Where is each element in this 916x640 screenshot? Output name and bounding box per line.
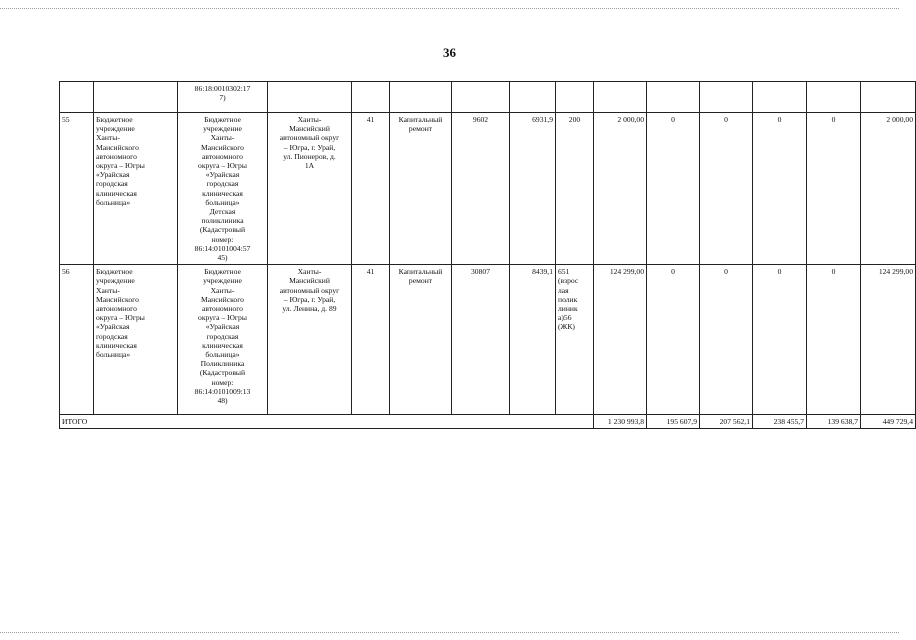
cell-y2: 0 (700, 113, 753, 265)
totals-row (60, 415, 916, 429)
cell-object: 86:18:0010302:17 7) (178, 82, 268, 113)
cell-y1 (647, 82, 700, 113)
cell-last (861, 82, 916, 113)
cell-y4: 0 (807, 265, 861, 415)
totals-y2: 207 562,1 (700, 415, 753, 429)
cell-y1: 0 (647, 113, 700, 265)
cell-object: Бюджетное учреждение Ханты- Мансийского автономного округа – Югры «Урайская городская клиническая больница» Детская поликлиника (Кадастровый номер: 86:14:0101004:57 45) (178, 113, 268, 265)
cell-work-type: Капитальный ремонт (390, 265, 452, 415)
cell-y4 (807, 82, 861, 113)
totals-y4: 139 638,7 (807, 415, 861, 429)
table-row (60, 113, 916, 265)
cell-col9: 651 (взрос лая полик линик а)56 (ЖК) (556, 265, 594, 415)
page-number: 36 (443, 45, 456, 60)
cell-work-type (390, 82, 452, 113)
totals-total: 1 230 993,8 (594, 415, 647, 429)
cell-no (60, 82, 94, 113)
cell-col9: 200 (556, 113, 594, 265)
totals-y3: 238 455,7 (753, 415, 807, 429)
cell-code (352, 82, 390, 113)
cell-code: 41 (352, 265, 390, 415)
cell-address: Ханты- Мансийский автономный округ – Югра, г. Урай, ул. Пионеров, д. 1А (268, 113, 352, 265)
totals-y1: 195 607,9 (647, 415, 700, 429)
table-row (60, 265, 916, 415)
cell-work-type: Капитальный ремонт (390, 113, 452, 265)
cell-col7: 30807 (452, 265, 510, 415)
cell-no: 56 (60, 265, 94, 415)
cell-customer: Бюджетное учреждение Ханты- Мансийского автономного округа – Югры «Урайская городская клиническая больница» (94, 265, 178, 415)
cell-y3: 0 (753, 265, 807, 415)
cell-y4: 0 (807, 113, 861, 265)
cell-object: Бюджетное учреждение Ханты- Мансийского автономного округа – Югры «Урайская городская клиническая больница» Поликлиника (Кадастровый номер: 86:14:0101009:13 48) (178, 265, 268, 415)
cell-last: 2 000,00 (861, 113, 916, 265)
totals-last: 449 729,4 (861, 415, 916, 429)
cell-code: 41 (352, 113, 390, 265)
table-row-continuation (60, 82, 916, 113)
cell-col9 (556, 82, 594, 113)
cell-y3 (753, 82, 807, 113)
cell-y1: 0 (647, 265, 700, 415)
page-bottom-edge (0, 632, 899, 633)
cell-total: 2 000,00 (594, 113, 647, 265)
cell-y2: 0 (700, 265, 753, 415)
cell-col7 (452, 82, 510, 113)
cell-address: Ханты- Мансийский автономный округ – Югра, г. Урай, ул. Ленина, д. 89 (268, 265, 352, 415)
cell-last: 124 299,00 (861, 265, 916, 415)
cell-address (268, 82, 352, 113)
works-table (59, 81, 916, 429)
cell-customer (94, 82, 178, 113)
totals-label: ИТОГО (60, 415, 594, 429)
cell-col8: 6931,9 (510, 113, 556, 265)
page-top-edge (0, 8, 899, 9)
cell-total (594, 82, 647, 113)
cell-y2 (700, 82, 753, 113)
cell-no: 55 (60, 113, 94, 265)
cell-customer: Бюджетное учреждение Ханты- Мансийского автономного округа – Югры «Урайская городская клиническая больница» (94, 113, 178, 265)
cell-y3: 0 (753, 113, 807, 265)
cell-col7: 9602 (452, 113, 510, 265)
cell-col8 (510, 82, 556, 113)
cell-col8: 8439,1 (510, 265, 556, 415)
cell-total: 124 299,00 (594, 265, 647, 415)
